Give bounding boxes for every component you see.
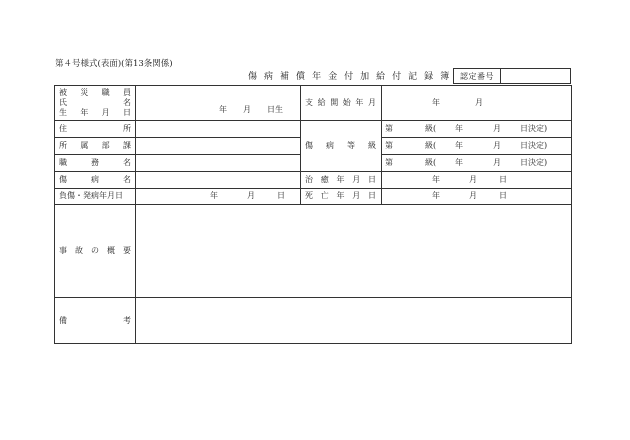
duty-label-char: 職 [59,158,67,167]
birth-date-label-char: 生 [59,108,67,117]
payment-start-label-char: 支 [305,98,313,107]
duty-label [59,158,131,168]
death-day-unit: 日 [499,191,507,200]
grade-suffix-2: 級( [425,141,437,150]
cure-month-unit: 月 [469,175,477,184]
injury-date-label: 負傷・発病年月日 [59,191,123,200]
cure-date-label-char: 癒 [320,175,329,184]
accident-summary-label-char: 事 [59,246,67,255]
accident-summary-field[interactable] [139,208,567,294]
form-title-char: 病 [264,72,281,82]
grade-year-2: 年 [455,141,463,150]
department-label [59,141,131,151]
victim-label-char: 員 [122,88,131,97]
disease-name-label-char: 病 [91,175,99,184]
birth-date-label-char: 月 [101,108,110,117]
cure-date-label-char: 治 [305,175,313,184]
address-label-char: 所 [123,124,131,133]
injury-year-unit: 年 [210,191,218,200]
cure-date-label-char: 日 [368,175,376,184]
grade-decided-2: 日決定) [520,141,548,150]
form-title-char: 付 [344,72,361,82]
remarks-label-char: 考 [123,316,131,325]
grade-label [305,141,376,151]
grade-month-2: 月 [493,141,501,150]
grade-prefix-3: 第 [385,158,393,167]
victim-label-char: 災 [80,88,89,97]
certification-number-box [453,68,571,84]
cure-date-label-char: 月 [352,175,361,184]
grade-label-char: 級 [368,141,376,150]
birth-month-unit: 月 [243,105,251,114]
death-date-label-char: 亡 [320,191,329,200]
death-date-label [305,191,376,201]
remarks-field[interactable] [139,301,567,339]
death-date-label-char: 年 [336,191,345,200]
grade-decided-1: 日決定) [520,124,548,133]
name-label [59,98,131,108]
grade-label-char: 等 [347,141,355,150]
birth-date-label-char: 年 [80,108,89,117]
name-label-char: 氏 [59,98,67,107]
cure-date-label [305,175,376,185]
death-month-unit: 月 [469,191,477,200]
form-number: 第４号様式(表面)(第13条関係) [55,59,173,69]
accident-summary-label [59,246,131,256]
disease-name-label-char: 傷 [59,175,67,184]
birth-year-unit: 年 [219,105,227,114]
form-title-char: 加 [360,72,377,82]
cure-date-label-char: 年 [336,175,345,184]
death-date-label-char: 死 [305,191,313,200]
victim-label-char: 被 [59,88,67,97]
certification-label: 認定番号 [454,69,501,83]
birth-date-label [59,108,131,118]
payment-start-label-char: 年 [355,98,364,107]
department-label-char: 属 [80,141,89,150]
department-label-char: 所 [59,141,67,150]
disease-name-label-char: 名 [123,175,131,184]
death-year-unit: 年 [432,191,440,200]
form-title-char: 年 [312,72,329,82]
death-date-label-char: 月 [352,191,361,200]
duty-label-char: 務 [91,158,99,167]
accident-summary-label-char: の [91,246,99,255]
birth-day-unit: 日生 [267,105,283,114]
form-title-char: 償 [296,72,313,82]
name-field[interactable] [139,88,297,102]
grade-suffix-1: 級( [425,124,437,133]
address-label-char: 住 [59,124,67,133]
payment-start-label [305,98,376,108]
injury-month-unit: 月 [247,191,255,200]
grade-label-char: 傷 [305,141,313,150]
remarks-label-char: 備 [59,316,67,325]
certification-number-field[interactable] [501,69,570,83]
form-title-char: 給 [376,72,393,82]
form-title-char: 金 [328,72,345,82]
form-title-char: 補 [280,72,297,82]
victim-label [59,88,131,98]
grade-prefix-1: 第 [385,124,393,133]
payment-start-label-char: 月 [367,98,376,107]
victim-label-char: 職 [101,88,110,97]
name-label-char: 名 [123,98,131,107]
record-table [54,85,572,344]
accident-summary-label-char: 要 [123,246,131,255]
grade-year-3: 年 [455,158,463,167]
remarks-label [59,316,131,326]
form-title [248,69,456,82]
duty-label-char: 名 [123,158,131,167]
payment-year-unit: 年 [432,98,440,107]
department-label-char: 部 [101,141,110,150]
form-title-char: 簿 [440,72,457,82]
payment-start-label-char: 給 [317,98,326,107]
grade-year-1: 年 [455,124,463,133]
birth-date-label-char: 日 [122,108,131,117]
death-date-label-char: 日 [368,191,376,200]
grade-month-3: 月 [493,158,501,167]
grade-month-1: 月 [493,124,501,133]
form-title-char: 録 [424,72,441,82]
form-title-char: 傷 [248,72,265,82]
form-title-char: 記 [408,72,425,82]
grade-prefix-2: 第 [385,141,393,150]
accident-summary-label-char: 概 [107,246,115,255]
department-label-char: 課 [122,141,131,150]
payment-start-label-char: 開 [330,98,339,107]
grade-label-char: 病 [326,141,334,150]
disease-name-label [59,175,131,185]
payment-start-label-char: 始 [342,98,351,107]
form-title-char: 付 [392,72,409,82]
grade-suffix-3: 級( [425,158,437,167]
grade-decided-3: 日決定) [520,158,548,167]
cure-year-unit: 年 [432,175,440,184]
accident-summary-label-char: 故 [75,246,83,255]
cure-day-unit: 日 [499,175,507,184]
address-label [59,124,131,134]
injury-day-unit: 日 [277,191,285,200]
payment-month-unit: 月 [475,98,483,107]
